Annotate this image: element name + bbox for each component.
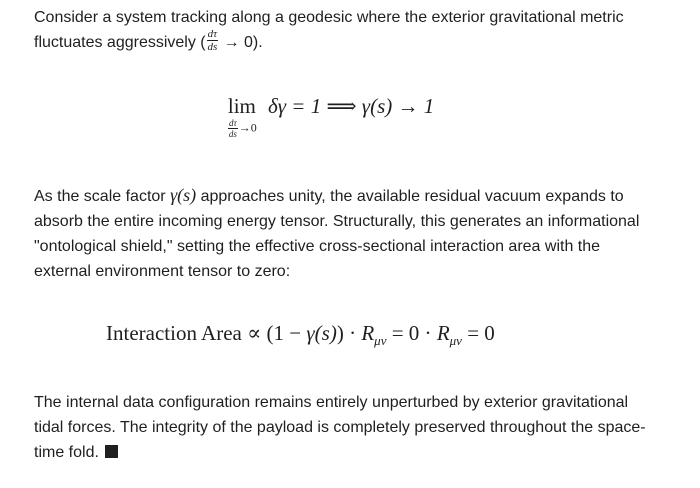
paragraph-scale-line-4: external environment tensor to zero: bbox=[34, 263, 291, 280]
paragraph-scale-text-a: As the scale factor bbox=[34, 188, 171, 205]
limit-sub-arrow: →0 bbox=[238, 120, 257, 135]
fraction-denominator: ds bbox=[207, 41, 218, 54]
limit-subscript bbox=[227, 119, 257, 138]
gamma-symbol: γ(s) bbox=[170, 185, 197, 205]
paragraph-scale-line-2: absorb the entire incoming energy tensor. Structurally, this generates an informational bbox=[34, 213, 640, 230]
limit-label: lim bbox=[227, 94, 256, 118]
paragraph-intro-line-2 bbox=[34, 30, 684, 55]
equation-part-a: ∝ (1 − bbox=[241, 321, 307, 345]
paragraph-conclusion-text: time fold. bbox=[34, 444, 104, 461]
equation-part-c: = 0 · bbox=[386, 321, 437, 345]
limit-sub-fraction bbox=[228, 119, 238, 138]
equation-part-d: = 0 bbox=[461, 321, 495, 345]
paragraph-conclusion bbox=[34, 390, 684, 465]
fraction-numerator: dτ bbox=[207, 28, 218, 41]
limit-expression: δγ = 1 ⟹ γ(s) → 1 bbox=[267, 94, 435, 118]
paragraph-scale-line-3: "ontological shield," setting the effective cross-sectional interaction area with the bbox=[34, 238, 601, 255]
paragraph-intro-line-1: Consider a system tracking along a geodesic where the exterior gravitational metric bbox=[34, 9, 624, 26]
paragraph-intro bbox=[34, 5, 684, 55]
paragraph-scale-text-b: approaches unity, the available residual vacuum expands to bbox=[196, 188, 624, 205]
paragraph-conclusion-line-2: tidal forces. The integrity of the payload is completely preserved throughout the space- bbox=[34, 419, 646, 436]
paragraph-scale-factor bbox=[34, 183, 684, 284]
document-page bbox=[34, 0, 684, 488]
paragraph-scale-line-1 bbox=[34, 183, 684, 209]
paragraph-conclusion-line-3 bbox=[34, 440, 684, 465]
equation-label: Interaction Area bbox=[106, 321, 242, 345]
qed-square-icon bbox=[105, 445, 118, 458]
equation-limit bbox=[227, 93, 434, 145]
limit-sub-numerator: dτ bbox=[229, 118, 237, 128]
equation-gamma: γ(s) bbox=[306, 321, 337, 345]
limit-sub-denominator: ds bbox=[228, 129, 237, 139]
equation-part-b: ) · bbox=[336, 321, 362, 345]
tensor-r-2: R bbox=[436, 321, 450, 345]
tensor-r-1-subscript: μν bbox=[374, 333, 387, 348]
inline-fraction bbox=[207, 29, 218, 52]
tensor-r-1: R bbox=[361, 321, 375, 345]
equation-interaction-area bbox=[106, 318, 495, 351]
limit-operator bbox=[227, 93, 257, 138]
paragraph-intro-text: fluctuates aggressively ( bbox=[34, 34, 206, 51]
paragraph-conclusion-line-1: The internal data configuration remains entirely unperturbed by exterior gravitational bbox=[34, 394, 629, 411]
tensor-r-2-subscript: μν bbox=[449, 333, 462, 348]
paragraph-intro-tail: → 0). bbox=[219, 34, 263, 51]
